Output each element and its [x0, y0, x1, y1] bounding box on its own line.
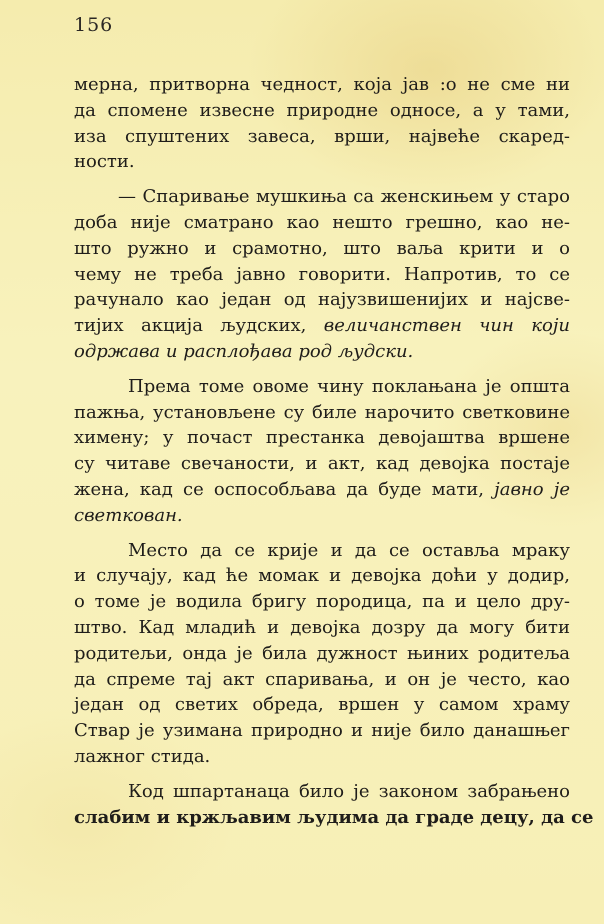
text-segment: родитељи, онда је била дужност њиних родитеља: [74, 642, 570, 664]
text-line: [74, 262, 570, 288]
text-line: [74, 184, 570, 210]
text-segment: да спомене извесне природне односе, а у тами,: [74, 99, 570, 121]
text-segment: Ствар је узимана природно и није било данашњег: [74, 720, 570, 742]
text-line: [74, 589, 570, 615]
italic-text-segment: светкован.: [74, 504, 183, 526]
page-number: 156: [74, 14, 114, 36]
text-line: [74, 805, 594, 831]
text-line: [74, 313, 570, 339]
text-line: [74, 538, 570, 564]
text-segment: химену; у почаст престанка девојаштва вршене: [74, 427, 570, 449]
text-line: [74, 124, 570, 150]
text-segment: Према томе овоме чину поклањана је општа: [128, 375, 570, 397]
text-line: [74, 667, 570, 693]
text-line: [74, 718, 570, 744]
text-segment: пажња, установљене су биле нарочито светковине: [74, 401, 570, 423]
text-line: [74, 744, 570, 770]
text-segment: један од светих обреда, вршен у самом храму: [74, 694, 570, 716]
text-segment: што ружно и срамотно, што ваља крити и о: [74, 237, 570, 259]
body-text: [74, 72, 594, 830]
text-line: [74, 641, 570, 667]
text-line: [74, 425, 570, 451]
text-segment: о томе је водила бригу породица, па и цело дру-: [74, 591, 570, 613]
text-segment: доба није сматрано као нешто грешно, као не-: [74, 211, 570, 233]
italic-text-segment: величанствен чин који: [323, 315, 570, 337]
text-line: [74, 477, 570, 503]
text-segment: мерна, притворна чедност, која јав :о не сме ни: [74, 74, 570, 95]
text-line: [74, 287, 570, 313]
text-segment: рачунало као један од најузвишенијих и најсве-: [74, 289, 570, 311]
text-line: [74, 210, 570, 236]
text-segment: чему не треба јавно говорити. Напротив, то се: [74, 263, 570, 285]
text-line: [74, 98, 570, 124]
text-line: [74, 374, 570, 400]
text-segment: ности.: [74, 151, 135, 173]
text-segment: слабим и кржљавим људима да граде децу, да се: [74, 806, 594, 828]
text-line: [74, 149, 570, 175]
text-segment: жена, кад се оспособљава да буде мати,: [74, 478, 495, 500]
text-line: [74, 563, 570, 589]
text-line: [74, 779, 570, 805]
text-line: [74, 692, 570, 718]
text-segment: и случају, кад ће момак и девојка доћи у додир,: [74, 565, 570, 587]
text-segment: лажног стида.: [74, 745, 211, 767]
text-line: [74, 72, 570, 98]
italic-text-segment: јавно је: [494, 478, 570, 500]
text-line: [74, 503, 570, 529]
italic-text-segment: одржава и расплођава род људски.: [74, 340, 414, 362]
text-segment: иза спуштених завеса, врши, највеће скаред-: [74, 125, 570, 147]
text-line: [74, 339, 570, 365]
text-segment: тијих акција људских,: [74, 315, 324, 337]
text-line: [74, 451, 570, 477]
text-line: [74, 400, 570, 426]
text-segment: да спреме тај акт спаривања, и он је често, као: [74, 668, 570, 690]
text-segment: су читаве свечаности, и акт, кад девојка постаје: [74, 453, 570, 475]
text-segment: штво. Кад младић и девојка дозру да могу бити: [74, 616, 570, 638]
text-segment: Код шпартанаца било је законом забрањено: [128, 780, 570, 802]
text-segment: — Спаривање мушкиња са женскињем у старо: [118, 186, 570, 208]
text-line: [74, 615, 570, 641]
text-segment: Место да се крије и да се оставља мраку: [128, 539, 570, 561]
text-line: [74, 236, 570, 262]
